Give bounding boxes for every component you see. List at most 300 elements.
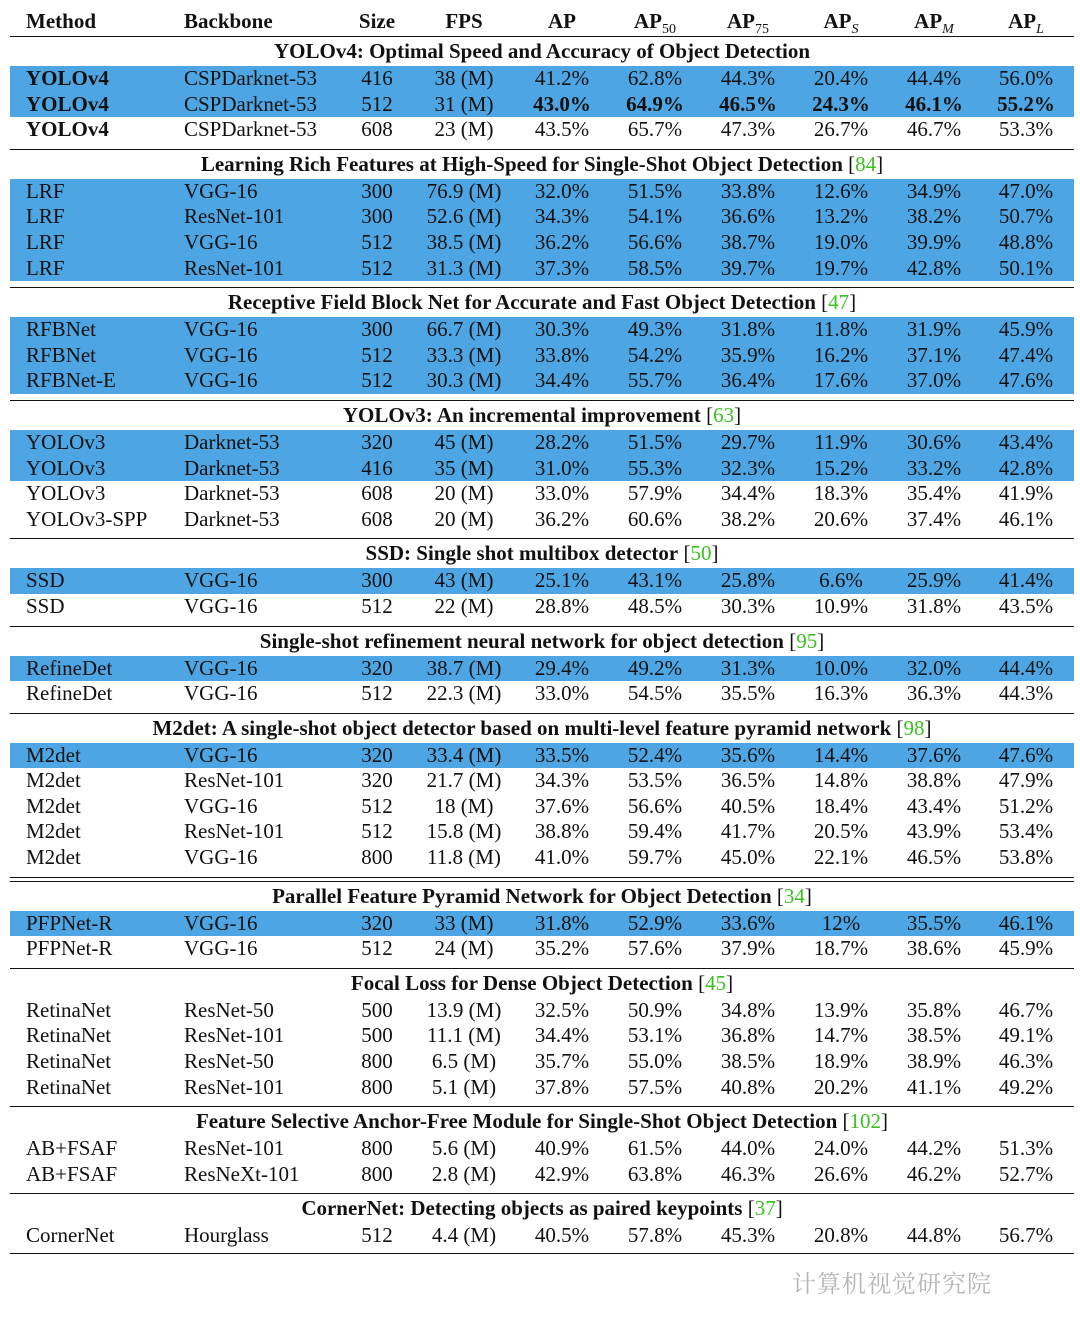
- table-cell: 55.7%: [627, 368, 683, 393]
- table-cell: 24.3%: [812, 91, 870, 116]
- table-cell: 35.6%: [720, 742, 776, 767]
- table-cell: 38.5%: [906, 1023, 962, 1048]
- table-row: [10, 481, 1074, 507]
- citation-link[interactable]: 37: [754, 1196, 776, 1221]
- table-cell: Darknet-53: [184, 481, 280, 506]
- table-cell: 416: [361, 66, 393, 90]
- table-row: [10, 998, 1074, 1024]
- table-cell: 14.4%: [813, 742, 869, 767]
- table-cell: 320: [361, 768, 393, 793]
- table-cell: 20 (M): [434, 481, 494, 506]
- table-cell: 16.2%: [813, 342, 869, 367]
- table-cell: 14.7%: [813, 1023, 869, 1048]
- table-cell: VGG-16: [184, 910, 258, 935]
- table-cell: 6.6%: [819, 568, 863, 593]
- table-cell: PFPNet-R: [26, 936, 113, 961]
- table-cell: 43 (M): [434, 568, 494, 593]
- table-cell: 34.4%: [720, 481, 776, 506]
- table-row: [10, 317, 1074, 343]
- table-cell: 46.1%: [905, 91, 963, 116]
- section-title: Parallel Feature Pyramid Network for Object Detection [34]: [272, 883, 812, 908]
- table-cell: 15.8 (M): [426, 819, 502, 844]
- table-cell: Darknet-53: [184, 429, 280, 454]
- table-cell: 43.5%: [534, 117, 590, 142]
- table-cell: 12.6%: [813, 178, 869, 203]
- table-cell: 60.6%: [627, 506, 683, 531]
- table-cell: 48.8%: [998, 229, 1054, 254]
- table-cell: VGG-16: [184, 593, 258, 618]
- table-cell: 38.7%: [720, 229, 776, 254]
- table-cell: 35.9%: [720, 342, 776, 367]
- table-cell: 46.3%: [720, 1161, 776, 1186]
- table-cell: 19.0%: [813, 229, 869, 254]
- table-cell: 800: [361, 1074, 393, 1099]
- table-cell: 41.4%: [998, 568, 1054, 593]
- table-cell: 512: [361, 681, 393, 706]
- table-cell: 37.9%: [720, 936, 776, 961]
- section-title: YOLOv4: Optimal Speed and Accuracy of Object Detection: [273, 39, 811, 63]
- table-row: [10, 66, 1074, 92]
- table-cell: Darknet-53: [184, 506, 280, 531]
- table-cell: 18.9%: [813, 1049, 869, 1074]
- table-row: [10, 845, 1074, 871]
- section-rule: [10, 877, 1074, 878]
- table-cell: 608: [361, 481, 393, 506]
- table-cell: RFBNet-E: [26, 368, 116, 393]
- table-cell: ResNet-101: [184, 1136, 285, 1161]
- table-cell: 53.1%: [627, 1023, 683, 1048]
- table-cell: 49.1%: [998, 1023, 1054, 1048]
- table-cell: 32.5%: [534, 997, 590, 1022]
- table-row: [10, 1162, 1074, 1188]
- table-cell: 18.4%: [813, 793, 869, 818]
- table-cell: 512: [361, 91, 393, 116]
- table-cell: VGG-16: [184, 793, 258, 818]
- table-cell: ResNet-101: [184, 1023, 285, 1048]
- table-row: [10, 1136, 1074, 1162]
- citation-link[interactable]: 34: [783, 883, 805, 908]
- citation-link[interactable]: 63: [713, 402, 735, 427]
- table-cell: 36.3%: [906, 681, 962, 706]
- column-header: Method: [26, 9, 96, 33]
- table-cell: 20.4%: [813, 66, 869, 90]
- table-cell: 800: [361, 1049, 393, 1074]
- table-cell: 42.8%: [998, 455, 1054, 480]
- table-cell: 54.1%: [627, 204, 683, 229]
- table-cell: CornerNet: [26, 1223, 115, 1248]
- table-cell: 800: [361, 1161, 393, 1186]
- table-row: [10, 456, 1074, 482]
- table-cell: 38.5%: [720, 1049, 776, 1074]
- table-row: [10, 1049, 1074, 1075]
- table-cell: 25.9%: [906, 568, 962, 593]
- watermark: 计算机视觉研究院: [792, 1270, 992, 1298]
- table-cell: 48.5%: [627, 593, 683, 618]
- table-cell: 51.5%: [627, 178, 683, 203]
- table-cell: 22.3 (M): [426, 681, 502, 706]
- table-cell: 43.4%: [998, 429, 1054, 454]
- table-cell: 31.0%: [534, 455, 590, 480]
- table-cell: ResNet-50: [184, 1049, 274, 1074]
- table-cell: 51.5%: [627, 429, 683, 454]
- table-cell: CSPDarknet-53: [184, 117, 317, 142]
- section-title: SSD: Single shot multibox detector [50]: [365, 541, 719, 566]
- table-cell: 320: [361, 655, 393, 680]
- table-cell: 34.4%: [534, 368, 590, 393]
- citation-link[interactable]: 84: [855, 151, 877, 176]
- citation-link[interactable]: 45: [705, 970, 727, 995]
- table-cell: 36.2%: [534, 506, 590, 531]
- table-cell: 35.2%: [534, 936, 590, 961]
- table-cell: 41.1%: [906, 1074, 962, 1099]
- table-header: [10, 6, 1074, 36]
- section-title: YOLOv3: An incremental improvement [63]: [342, 402, 742, 427]
- table-cell: 320: [361, 742, 393, 767]
- citation-link[interactable]: 95: [796, 628, 818, 653]
- column-header: $AP_L$: [1008, 9, 1044, 37]
- table-cell: VGG-16: [184, 681, 258, 706]
- table-cell: 38 (M): [434, 66, 494, 90]
- table-cell: 33.8%: [534, 342, 590, 367]
- table-cell: 37.0%: [906, 368, 962, 393]
- table-cell: 800: [361, 845, 393, 870]
- table-cell: 57.9%: [627, 481, 683, 506]
- table-cell: 44.4%: [906, 66, 962, 90]
- table-cell: 11.9%: [814, 429, 868, 454]
- table-cell: 38.6%: [906, 936, 962, 961]
- table-cell: 45.0%: [720, 845, 776, 870]
- table-cell: 23 (M): [434, 117, 494, 142]
- table-cell: 50.1%: [998, 255, 1054, 280]
- table-cell: ResNeXt-101: [184, 1161, 300, 1186]
- table-cell: 35.5%: [720, 681, 776, 706]
- table-cell: 18 (M): [434, 793, 494, 818]
- table-cell: 47.9%: [998, 768, 1054, 793]
- table-cell: M2det: [26, 793, 81, 818]
- table-cell: 56.6%: [627, 793, 683, 818]
- table-cell: 512: [361, 793, 393, 818]
- table-cell: 29.7%: [720, 429, 776, 454]
- table-cell: VGG-16: [184, 655, 258, 680]
- table-cell: Hourglass: [184, 1223, 269, 1248]
- table-cell: M2det: [26, 819, 81, 844]
- table-cell: 33 (M): [434, 910, 494, 935]
- column-header: $AP_{50}$: [634, 9, 676, 37]
- table-cell: 300: [361, 204, 393, 229]
- table-cell: 45.9%: [998, 936, 1054, 961]
- table-row: [10, 256, 1074, 282]
- table-cell: 11.8 (M): [427, 845, 501, 870]
- table-cell: VGG-16: [184, 317, 258, 342]
- table-cell: 53.5%: [627, 768, 683, 793]
- table-cell: VGG-16: [184, 342, 258, 367]
- table-cell: 11.1 (M): [427, 1023, 501, 1048]
- table-cell: ResNet-101: [184, 204, 285, 229]
- table-cell: CSPDarknet-53: [184, 91, 317, 116]
- table-cell: 66.7 (M): [426, 317, 502, 342]
- table-row: [10, 911, 1074, 937]
- table-cell: 64.9%: [626, 91, 684, 116]
- table-cell: LRF: [26, 229, 65, 254]
- table-cell: 29.4%: [534, 655, 590, 680]
- column-header: $AP_M$: [914, 9, 954, 37]
- table-row: [10, 768, 1074, 794]
- table-cell: 38.2%: [720, 506, 776, 531]
- table-cell: 28.2%: [534, 429, 590, 454]
- table-cell: 46.7%: [998, 997, 1054, 1022]
- table-cell: 512: [361, 1223, 393, 1248]
- table-cell: 37.3%: [534, 255, 590, 280]
- table-cell: 45.9%: [998, 317, 1054, 342]
- table-cell: 36.5%: [720, 768, 776, 793]
- section-title: Learning Rich Features at High-Speed for Single-Shot Object Detection [84]: [200, 151, 884, 176]
- table-cell: 47.3%: [720, 117, 776, 142]
- table-cell: RetinaNet: [26, 1074, 112, 1099]
- table-row: [10, 1223, 1074, 1249]
- table-cell: ResNet-101: [184, 819, 285, 844]
- table-row: [10, 568, 1074, 594]
- table-cell: 62.8%: [627, 66, 683, 90]
- table-cell: SSD: [26, 593, 65, 618]
- table-cell: 34.3%: [534, 204, 590, 229]
- table-cell: 51.2%: [998, 793, 1054, 818]
- table-cell: 46.2%: [906, 1161, 962, 1186]
- table-cell: 21.7 (M): [426, 768, 502, 793]
- column-header: $AP_S$: [823, 9, 859, 37]
- table-cell: YOLOv3: [26, 481, 106, 506]
- table-cell: 45.3%: [720, 1223, 776, 1248]
- table-cell: RefineDet: [26, 655, 113, 680]
- table-cell: 33.2%: [906, 455, 962, 480]
- table-cell: 43.5%: [998, 593, 1054, 618]
- table-cell: RetinaNet: [26, 997, 112, 1022]
- citation-link[interactable]: 98: [903, 715, 925, 740]
- table-cell: 43.4%: [906, 793, 962, 818]
- table-cell: ResNet-101: [184, 1074, 285, 1099]
- table-cell: YOLOv3: [26, 455, 106, 480]
- table-row: [10, 117, 1074, 143]
- table-cell: 49.2%: [627, 655, 683, 680]
- table-cell: LRF: [26, 178, 65, 203]
- table-cell: 38.9%: [906, 1049, 962, 1074]
- table-cell: 500: [361, 997, 393, 1022]
- table-cell: M2det: [26, 845, 81, 870]
- table-cell: 33.5%: [534, 742, 590, 767]
- table-cell: 43.0%: [533, 91, 591, 116]
- table-row: [10, 936, 1074, 962]
- table-body: [10, 37, 1074, 1254]
- table-cell: 416: [361, 455, 393, 480]
- table-cell: 65.7%: [627, 117, 683, 142]
- table-row: [10, 1023, 1074, 1049]
- table-cell: 40.9%: [534, 1136, 590, 1161]
- table-cell: 512: [361, 255, 393, 280]
- table-cell: 46.1%: [998, 910, 1054, 935]
- table-cell: 31.8%: [720, 317, 776, 342]
- table-cell: 34.4%: [534, 1023, 590, 1048]
- table-cell: 18.3%: [813, 481, 869, 506]
- table-row: [10, 204, 1074, 230]
- column-header: FPS: [445, 9, 483, 33]
- citation-link[interactable]: 50: [690, 541, 712, 566]
- table-cell: 38.7 (M): [426, 655, 502, 680]
- table-cell: 15.2%: [813, 455, 869, 480]
- table-cell: 5.6 (M): [431, 1136, 497, 1161]
- table-cell: 52.4%: [627, 742, 683, 767]
- column-header: $AP_{75}$: [727, 9, 769, 37]
- section-title: Single-shot refinement neural network for object detection [95]: [259, 628, 825, 653]
- table-cell: 12%: [821, 910, 861, 935]
- table-row: [10, 743, 1074, 769]
- table-cell: 52.6 (M): [426, 204, 502, 229]
- table-cell: 46.5%: [719, 91, 777, 116]
- table-cell: 44.3%: [720, 66, 776, 90]
- table-cell: 31.9%: [906, 317, 962, 342]
- table-cell: 44.0%: [720, 1136, 776, 1161]
- table-cell: 37.4%: [906, 506, 962, 531]
- table-cell: Darknet-53: [184, 455, 280, 480]
- table-cell: YOLOv3: [26, 429, 106, 454]
- table-cell: 16.3%: [813, 681, 869, 706]
- table-row: [10, 430, 1074, 456]
- table-cell: 10.0%: [813, 655, 869, 680]
- table-cell: 56.6%: [627, 229, 683, 254]
- table-cell: 13.9 (M): [426, 997, 502, 1022]
- table-cell: 46.7%: [906, 117, 962, 142]
- table-cell: 41.7%: [720, 819, 776, 844]
- table-cell: 54.2%: [627, 342, 683, 367]
- table-cell: 35 (M): [434, 455, 494, 480]
- table-cell: 52.7%: [998, 1161, 1054, 1186]
- table-cell: 300: [361, 178, 393, 203]
- table-cell: 22.1%: [813, 845, 869, 870]
- table-cell: RefineDet: [26, 681, 113, 706]
- table-cell: 54.5%: [627, 681, 683, 706]
- table-cell: 512: [361, 368, 393, 393]
- section-title: Feature Selective Anchor-Free Module for Single-Shot Object Detection [102]: [195, 1109, 889, 1134]
- table-cell: 52.9%: [627, 910, 683, 935]
- table-cell: 41.2%: [534, 66, 590, 90]
- table-cell: RFBNet: [26, 317, 97, 342]
- table-cell: YOLOv4: [26, 91, 109, 116]
- table-cell: 41.9%: [998, 481, 1054, 506]
- table-cell: 36.6%: [720, 204, 776, 229]
- table-cell: 41.0%: [534, 845, 590, 870]
- table-cell: AB+FSAF: [26, 1161, 118, 1186]
- table-cell: 35.7%: [534, 1049, 590, 1074]
- table-cell: 40.5%: [534, 1223, 590, 1248]
- table-cell: 47.6%: [998, 742, 1054, 767]
- table-cell: 14.8%: [813, 768, 869, 793]
- table-row: [10, 230, 1074, 256]
- table-cell: VGG-16: [184, 568, 258, 593]
- table-cell: AB+FSAF: [26, 1136, 118, 1161]
- table-cell: 49.2%: [998, 1074, 1054, 1099]
- table-cell: ResNet-101: [184, 255, 285, 280]
- column-header: AP: [548, 9, 576, 33]
- table-cell: 44.8%: [906, 1223, 962, 1248]
- table-cell: 76.9 (M): [426, 178, 502, 203]
- table-cell: 39.7%: [720, 255, 776, 280]
- table-cell: 32.0%: [534, 178, 590, 203]
- table-cell: 5.1 (M): [431, 1074, 497, 1099]
- table-cell: 55.2%: [997, 91, 1055, 116]
- section-title: Focal Loss for Dense Object Detection [45]: [350, 970, 734, 995]
- table-cell: 36.4%: [720, 368, 776, 393]
- table-cell: VGG-16: [184, 936, 258, 961]
- table-cell: 37.6%: [534, 793, 590, 818]
- table-cell: VGG-16: [184, 845, 258, 870]
- table-cell: 13.9%: [813, 997, 869, 1022]
- table-cell: 31.8%: [534, 910, 590, 935]
- table-cell: SSD: [26, 568, 65, 593]
- table-cell: 61.5%: [627, 1136, 683, 1161]
- table-row: [10, 1075, 1074, 1101]
- table-cell: 63.8%: [627, 1161, 683, 1186]
- table-cell: 33.0%: [534, 681, 590, 706]
- table-cell: 35.5%: [906, 910, 962, 935]
- table-cell: 17.6%: [813, 368, 869, 393]
- table-cell: 40.5%: [720, 793, 776, 818]
- table-cell: 25.8%: [720, 568, 776, 593]
- table-cell: VGG-16: [184, 742, 258, 767]
- table-cell: 45 (M): [434, 429, 494, 454]
- table-cell: 13.2%: [813, 204, 869, 229]
- table-cell: 53.8%: [998, 845, 1054, 870]
- table-cell: 22 (M): [434, 593, 494, 618]
- table-cell: 44.4%: [998, 655, 1054, 680]
- table-cell: VGG-16: [184, 178, 258, 203]
- table-cell: 500: [361, 1023, 393, 1048]
- table-row: [10, 343, 1074, 369]
- table-cell: 44.3%: [998, 681, 1054, 706]
- table-cell: VGG-16: [184, 229, 258, 254]
- table-cell: 24 (M): [434, 936, 494, 961]
- table-cell: 33.6%: [720, 910, 776, 935]
- table-cell: 40.8%: [720, 1074, 776, 1099]
- table-cell: 512: [361, 593, 393, 618]
- table-cell: 31.8%: [906, 593, 962, 618]
- table-cell: 320: [361, 429, 393, 454]
- table-cell: 800: [361, 1136, 393, 1161]
- table-cell: 36.2%: [534, 229, 590, 254]
- table-cell: 53.4%: [998, 819, 1054, 844]
- section-title: CornerNet: Detecting objects as paired keypoints [37]: [301, 1196, 783, 1221]
- table-cell: 38.2%: [906, 204, 962, 229]
- table-cell: 36.8%: [720, 1023, 776, 1048]
- table-cell: 34.8%: [720, 997, 776, 1022]
- table-cell: 20.2%: [813, 1074, 869, 1099]
- table-cell: 20 (M): [434, 506, 494, 531]
- table-cell: 34.9%: [906, 178, 962, 203]
- table-cell: 4.4 (M): [431, 1223, 497, 1248]
- citation-link[interactable]: 47: [828, 290, 850, 315]
- table-row: [10, 92, 1074, 118]
- table-cell: 10.9%: [813, 593, 869, 618]
- table-cell: YOLOv3-SPP: [26, 506, 148, 531]
- column-header: Size: [358, 9, 396, 33]
- table-cell: 38.8%: [534, 819, 590, 844]
- table-cell: 47.6%: [998, 368, 1054, 393]
- table-cell: 33.4 (M): [426, 742, 502, 767]
- table-cell: 24.0%: [813, 1136, 869, 1161]
- table-cell: 37.6%: [906, 742, 962, 767]
- table-cell: 30.6%: [906, 429, 962, 454]
- table-cell: 608: [361, 506, 393, 531]
- table-cell: 19.7%: [813, 255, 869, 280]
- citation-link[interactable]: 102: [849, 1109, 882, 1134]
- table-cell: 44.2%: [906, 1136, 962, 1161]
